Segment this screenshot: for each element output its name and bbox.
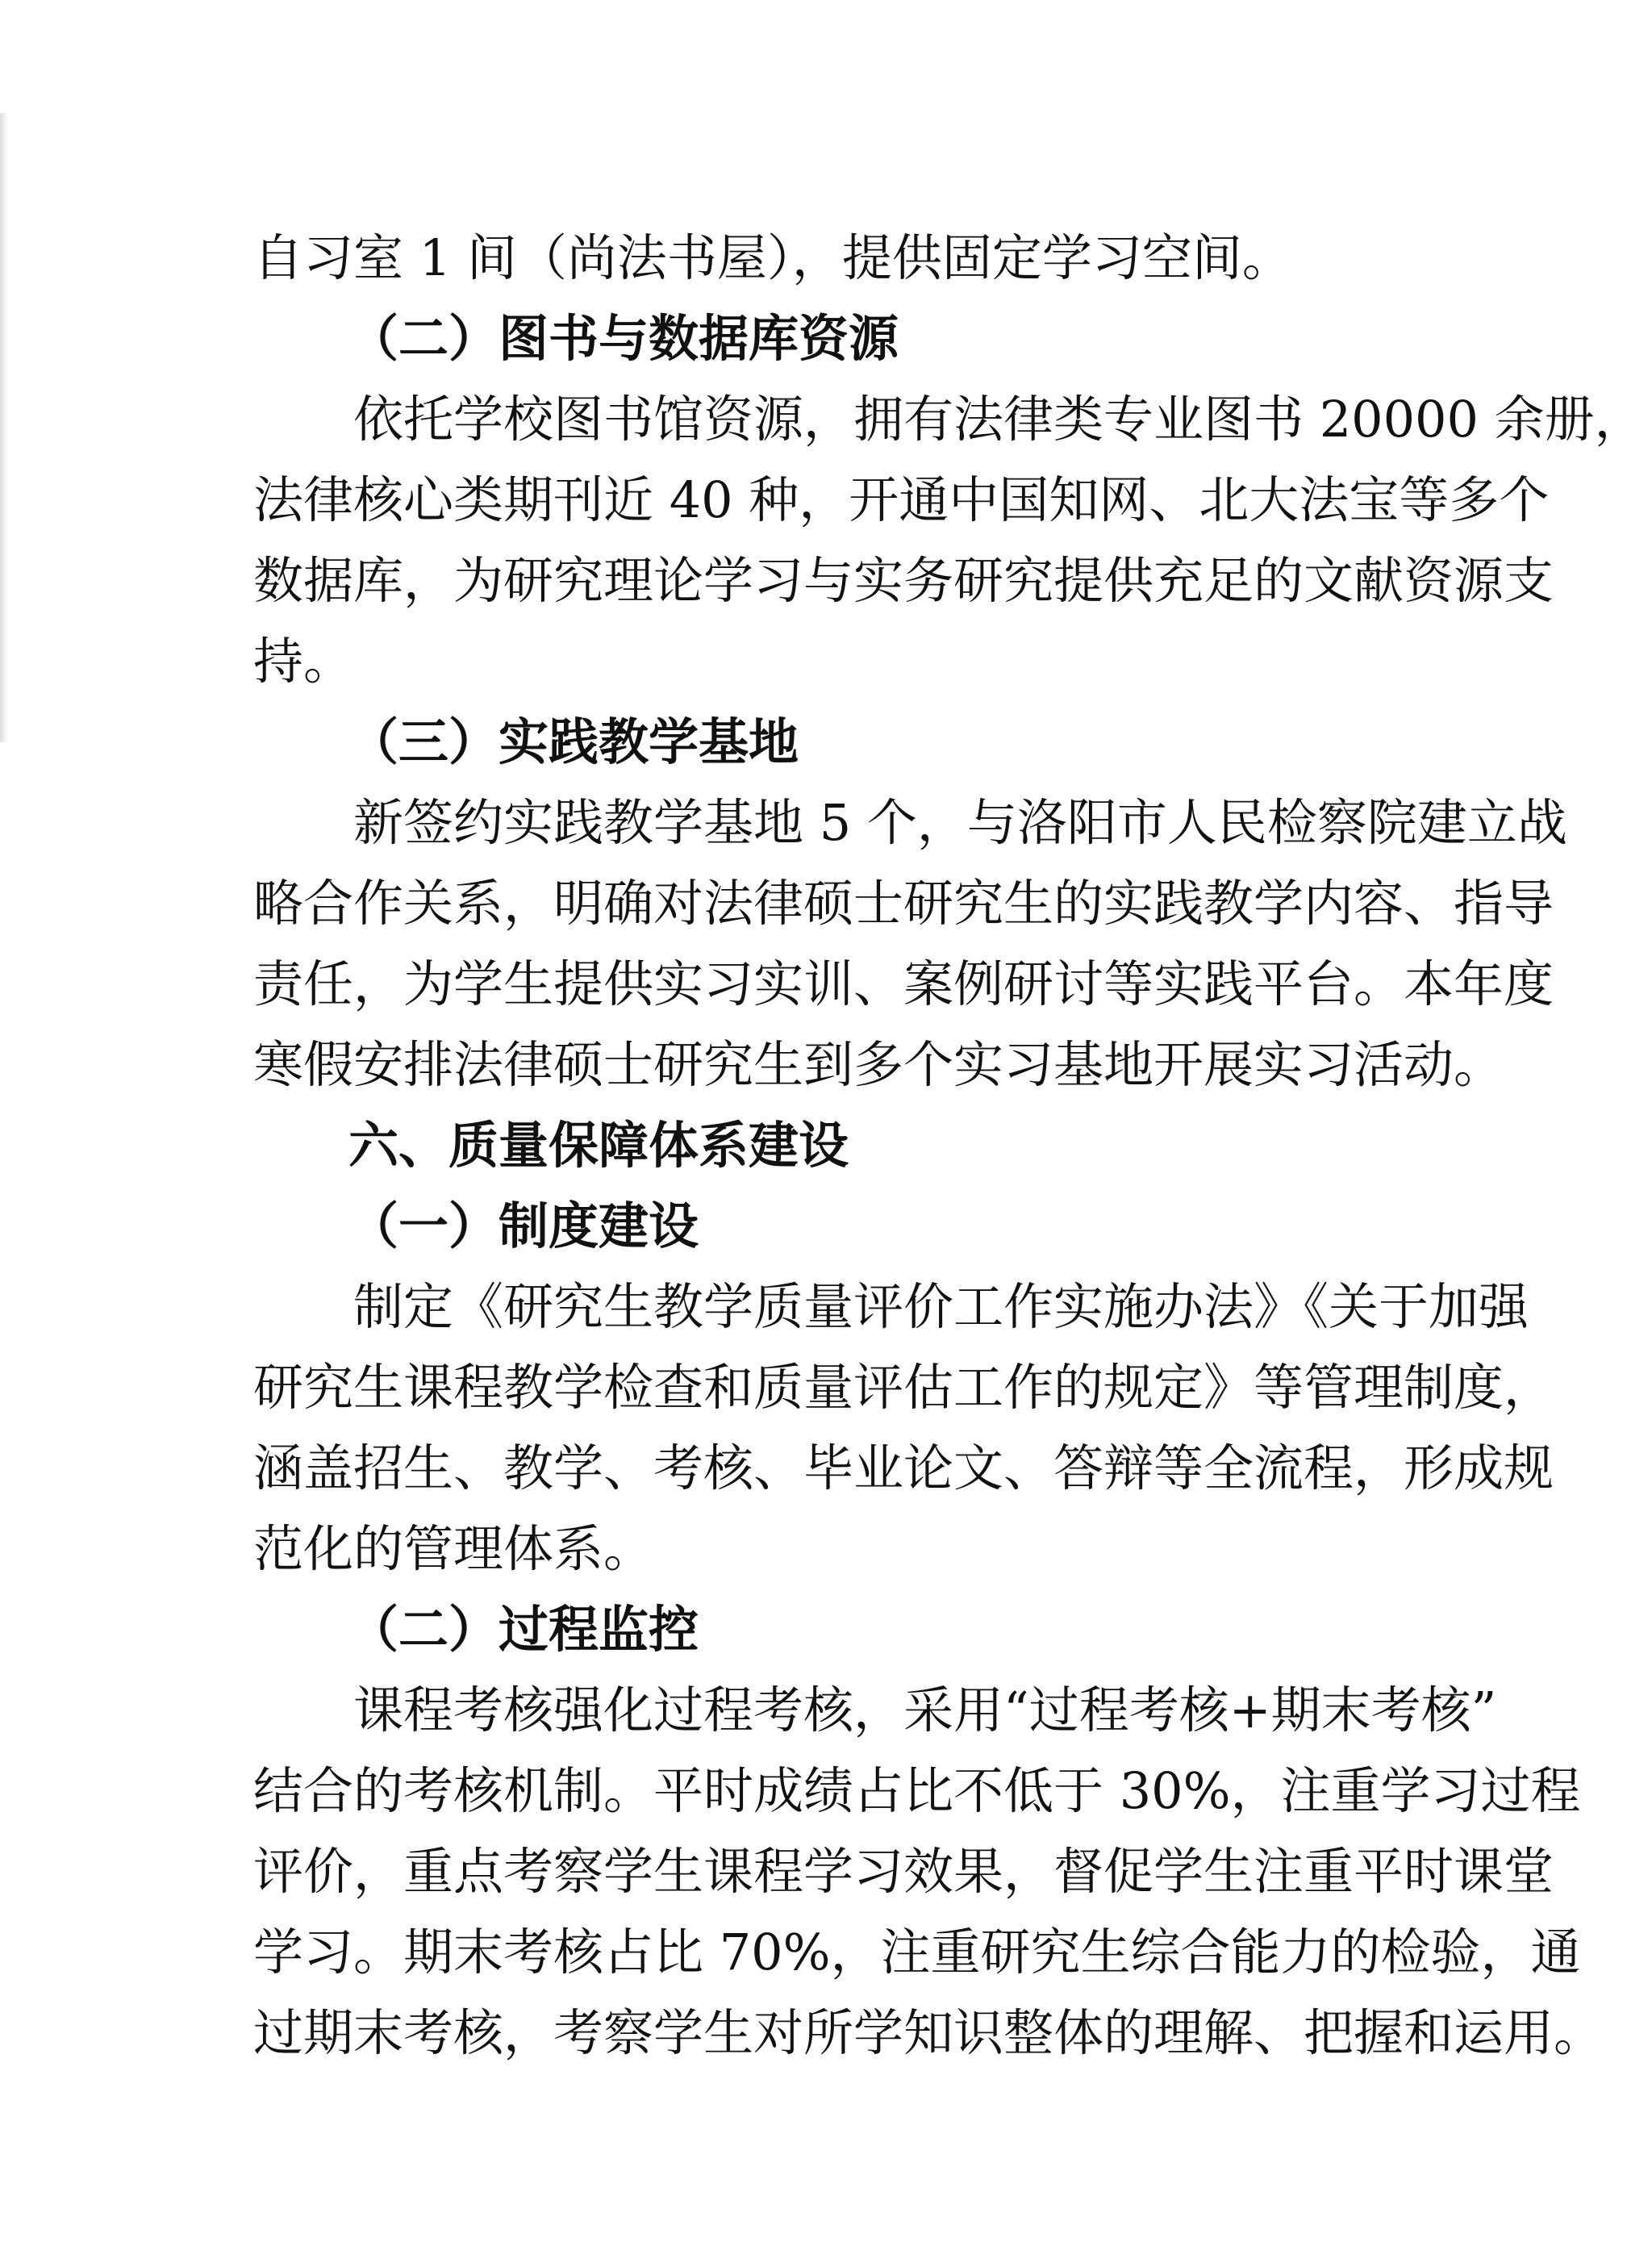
paragraph-line: 寒假安排法律硕士研究生到多个实习基地开展实习活动。	[253, 1035, 1504, 1094]
paragraph-line: 课程考核强化过程考核，采用“过程考核+期末考核”	[353, 1681, 1497, 1739]
paragraph-line: 责任，为学生提供实习实训、案例研讨等实践平台。本年度	[253, 954, 1554, 1013]
paragraph-line: 自习室 1 间（尚法书屋），提供固定学习空间。	[253, 228, 1292, 287]
section-heading-quality: 六、质量保障体系建设	[348, 1116, 849, 1175]
paragraph-line: 结合的考核机制。平时成绩占比不低于 30%，注重学习过程	[253, 1761, 1581, 1820]
subsection-heading-library: （二）图书与数据库资源	[348, 309, 899, 368]
paragraph-line: 涵盖招生、教学、考核、毕业论文、答辩等全流程，形成规	[253, 1439, 1554, 1497]
paragraph-line: 数据库，为研究理论学习与实务研究提供充足的文献资源支	[253, 551, 1554, 610]
subsection-heading-practice-base: （三）实践教学基地	[348, 712, 799, 771]
subsection-heading-process: （二）过程监控	[348, 1600, 699, 1659]
paragraph-line: 过期末考核，考察学生对所学知识整体的理解、把握和运用。	[253, 2003, 1604, 2062]
paragraph-line: 评价，重点考察学生课程学习效果，督促学生注重平时课堂	[253, 1842, 1554, 1901]
paragraph-line: 范化的管理体系。	[253, 1519, 654, 1578]
paragraph-line: 依托学校图书馆资源，拥有法律类专业图书 20000 余册，	[353, 390, 1645, 449]
paragraph-line: 法律核心类期刊近 40 种，开通中国知网、北大法宝等多个	[253, 470, 1550, 529]
paragraph-line: 学习。期末考核占比 70%，注重研究生综合能力的检验，通	[253, 1923, 1581, 1981]
subsection-heading-system: （一）制度建设	[348, 1196, 699, 1255]
paragraph-line: 持。	[253, 632, 354, 691]
scan-edge-shadow	[0, 113, 8, 742]
document-body	[253, 218, 1645, 2073]
paragraph-line: 研究生课程教学检查和质量评估工作的规定》等管理制度，	[253, 1358, 1554, 1417]
paragraph-line: 略合作关系，明确对法律硕士研究生的实践教学内容、指导	[253, 874, 1554, 933]
paragraph-line: 新签约实践教学基地 5 个，与洛阳市人民检察院建立战	[353, 793, 1567, 852]
paragraph-line: 制定《研究生教学质量评价工作实施办法》《关于加强	[353, 1277, 1529, 1336]
